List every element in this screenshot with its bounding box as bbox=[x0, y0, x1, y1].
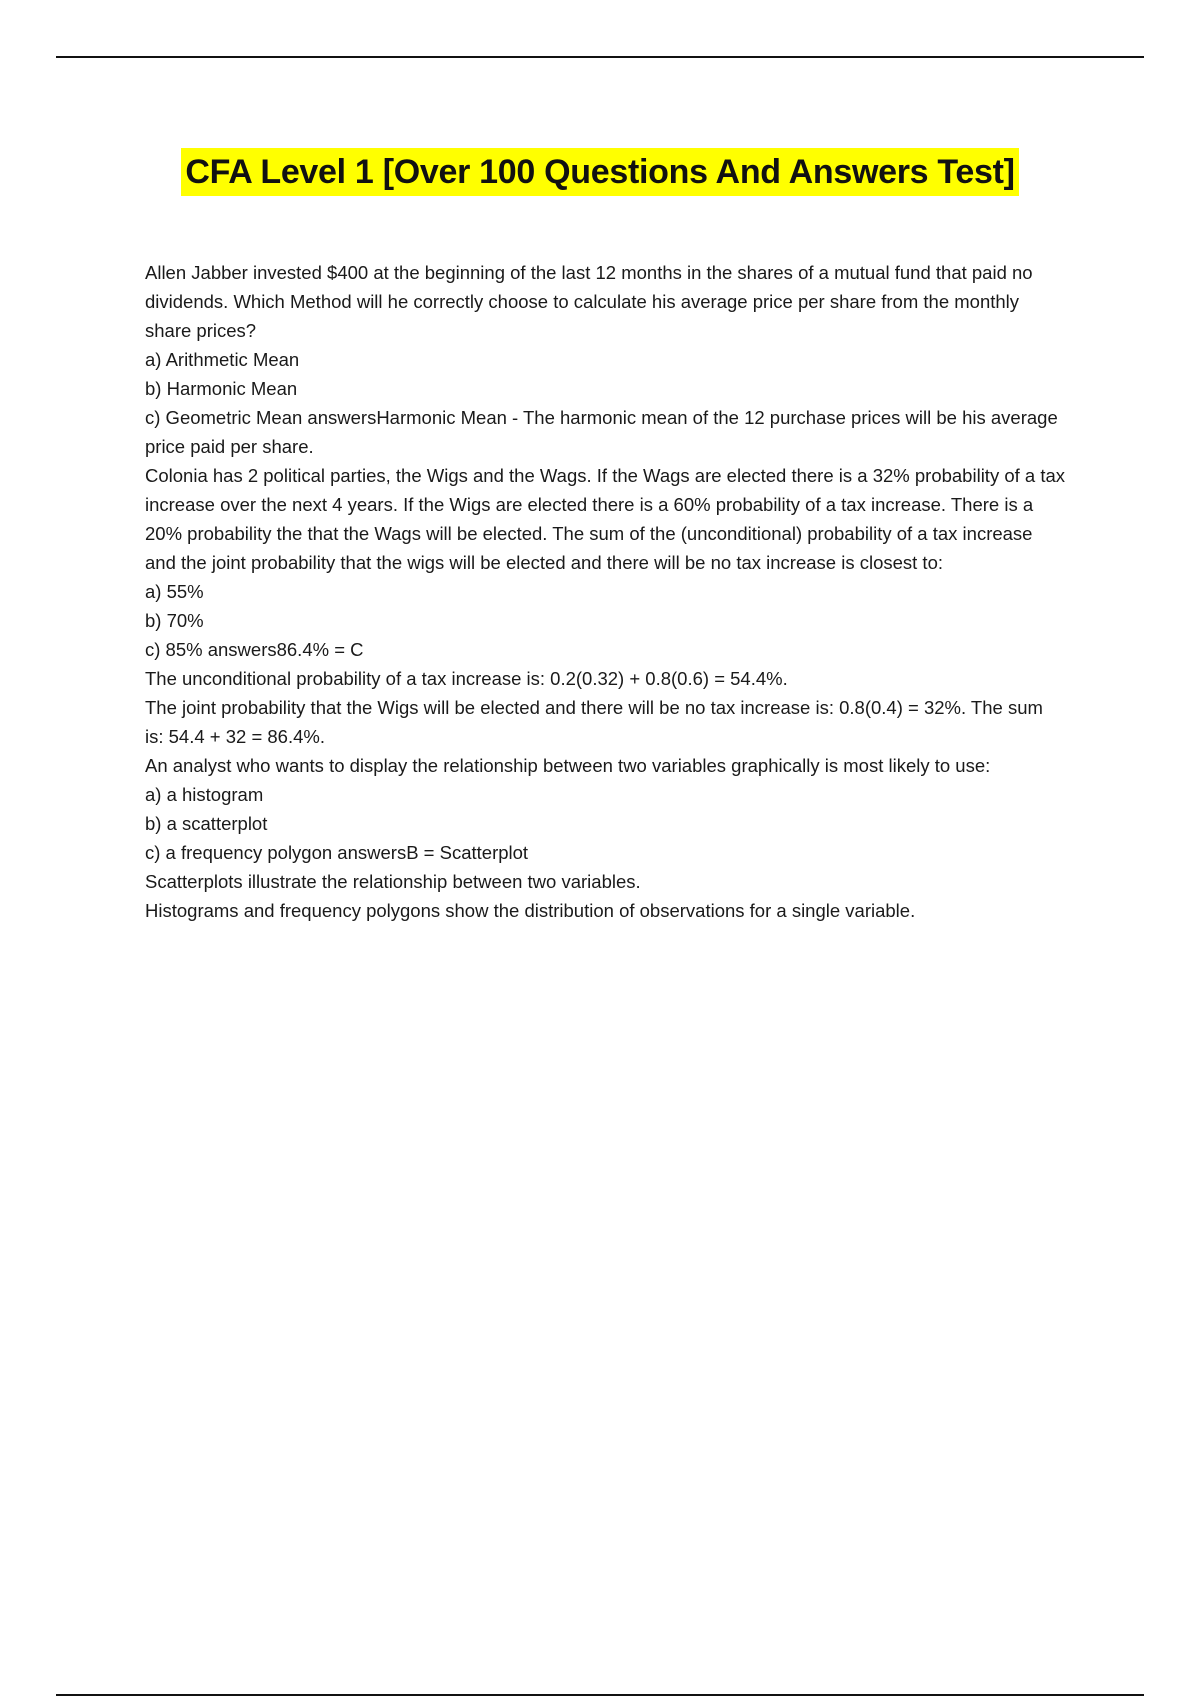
question-text: An analyst who wants to display the relationship between two variables graphically is most likely to use: bbox=[145, 755, 991, 776]
answer-option: c) a frequency polygon answersB = Scatterplot bbox=[145, 842, 529, 863]
explanation-text: Histograms and frequency polygons show the distribution of observations for a single variable. bbox=[145, 900, 916, 921]
explanation-text: The unconditional probability of a tax increase is: 0.2(0.32) + 0.8(0.6) = 54.4%. bbox=[145, 668, 788, 689]
explanation-text: Scatterplots illustrate the relationship between two variables. bbox=[145, 871, 641, 892]
answer-option: a) Arithmetic Mean bbox=[145, 349, 300, 370]
answer-option: b) a scatterplot bbox=[145, 813, 268, 834]
page-title: CFA Level 1 [Over 100 Questions And Answers Test] bbox=[181, 148, 1018, 196]
question-text: Allen Jabber invested $400 at the beginning of the last 12 months in the shares of a mutual fund that paid no dividends. Which Method will he correctly choose to calculate his average price per share from the monthly share prices? bbox=[145, 262, 1033, 341]
explanation-text: The joint probability that the Wigs will be elected and there will be no tax increase is: 0.8(0.4) = 32%. The sum is: 54.4 + 32 = 86.4%. bbox=[145, 697, 1043, 747]
answer-option: b) Harmonic Mean bbox=[145, 378, 298, 399]
answer-option: a) a histogram bbox=[145, 784, 264, 805]
document-body bbox=[145, 258, 1065, 925]
answer-option: a) 55% bbox=[145, 581, 204, 602]
header-rule bbox=[56, 56, 1144, 58]
answer-option: c) 85% answers86.4% = C bbox=[145, 639, 364, 660]
answer-option: b) 70% bbox=[145, 610, 204, 631]
question-text: Colonia has 2 political parties, the Wigs and the Wags. If the Wags are elected there is a 32% probability of a tax increase over the next 4 years. If the Wigs are elected there is a 60% probability of a tax increase. There is a 20% probability the that the Wags will be elected. The sum of the (unconditional) probability of a tax increase and the joint probability that the wigs will be elected and there will be no tax increase is closest to: bbox=[145, 465, 1066, 573]
title-container bbox=[0, 148, 1200, 196]
footer-rule bbox=[56, 1694, 1144, 1696]
answer-option: c) Geometric Mean answersHarmonic Mean - The harmonic mean of the 12 purchase prices will be his average price paid per share. bbox=[145, 407, 1058, 457]
